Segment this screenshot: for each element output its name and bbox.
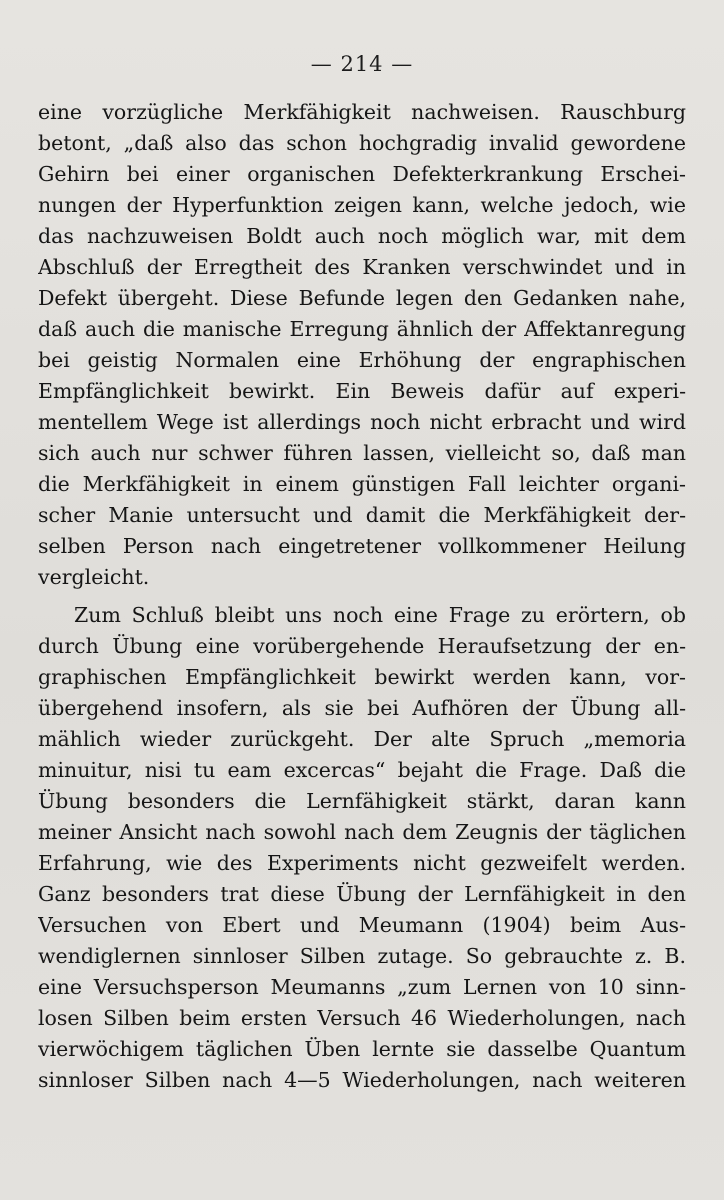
text-line: Gehirn bei einer organischen Defekterkrankung Erschei- — [38, 162, 686, 186]
text-line: Versuchen von Ebert und Meumann (1904) beim Aus- — [38, 913, 686, 937]
text-line: durch Übung eine vorübergehende Heraufsetzung der en- — [38, 634, 686, 658]
text-line: Empfänglichkeit bewirkt. Ein Beweis dafür auf experi- — [38, 379, 686, 403]
text-line: sinnloser Silben nach 4—5 Wiederholungen, nach weiteren — [38, 1068, 686, 1092]
text-line: mentellem Wege ist allerdings noch nicht erbracht und wird — [38, 410, 686, 434]
text-line: mählich wieder zurückgeht. Der alte Spruch „memoria — [38, 727, 686, 751]
text-line: bei geistig Normalen eine Erhöhung der engraphischen — [38, 348, 686, 372]
text-line: daß auch die manische Erregung ähnlich der Affektanregung — [38, 317, 686, 341]
text-line: graphischen Empfänglichkeit bewirkt werden kann, vor- — [38, 665, 686, 689]
text-line: sich auch nur schwer führen lassen, vielleicht so, daß man — [38, 441, 686, 465]
text-line: eine vorzügliche Merkfähigkeit nachweisen. Rauschburg — [38, 100, 686, 124]
text-line: Ganz besonders trat diese Übung der Lernfähigkeit in den — [38, 882, 686, 906]
text-line: Zum Schluß bleibt uns noch eine Frage zu erörtern, ob — [74, 603, 686, 627]
text-line: losen Silben beim ersten Versuch 46 Wiederholungen, nach — [38, 1006, 686, 1030]
text-line: betont, „daß also das schon hochgradig invalid gewordene — [38, 131, 686, 155]
text-line: übergehend insofern, als sie bei Aufhören der Übung all- — [38, 696, 686, 720]
text-line: wendiglernen sinnloser Silben zutage. So gebrauchte z. B. — [38, 944, 686, 968]
text-line: scher Manie untersucht und damit die Merkfähigkeit der- — [38, 503, 686, 527]
body-text — [38, 97, 686, 1096]
text-line: das nachzuweisen Boldt auch noch möglich war, mit dem — [38, 224, 686, 248]
text-line: die Merkfähigkeit in einem günstigen Fall leichter organi- — [38, 472, 686, 496]
text-line: Erfahrung, wie des Experiments nicht gezweifelt werden. — [38, 851, 686, 875]
paragraph-1 — [38, 97, 686, 593]
text-line: Defekt übergeht. Diese Befunde legen den Gedanken nahe, — [38, 286, 686, 310]
text-line: selben Person nach eingetretener vollkommener Heilung — [38, 534, 686, 558]
text-line: eine Versuchsperson Meumanns „zum Lernen von 10 sinn- — [38, 975, 686, 999]
page-number: — 214 — — [310, 52, 414, 76]
paragraph-gap — [38, 593, 686, 600]
text-line: minuitur, nisi tu eam excercas“ bejaht die Frage. Daß die — [38, 758, 686, 782]
text-line: Abschluß der Erregtheit des Kranken verschwindet und in — [38, 255, 686, 279]
text-line: vierwöchigem täglichen Üben lernte sie dasselbe Quantum — [38, 1037, 686, 1061]
text-line: Übung besonders die Lernfähigkeit stärkt, daran kann — [38, 789, 686, 813]
paragraph-2 — [38, 600, 686, 1096]
text-line: nungen der Hyperfunktion zeigen kann, welche jedoch, wie — [38, 193, 686, 217]
text-line: meiner Ansicht nach sowohl nach dem Zeugnis der täglichen — [38, 820, 686, 844]
text-line: vergleicht. — [38, 565, 150, 589]
